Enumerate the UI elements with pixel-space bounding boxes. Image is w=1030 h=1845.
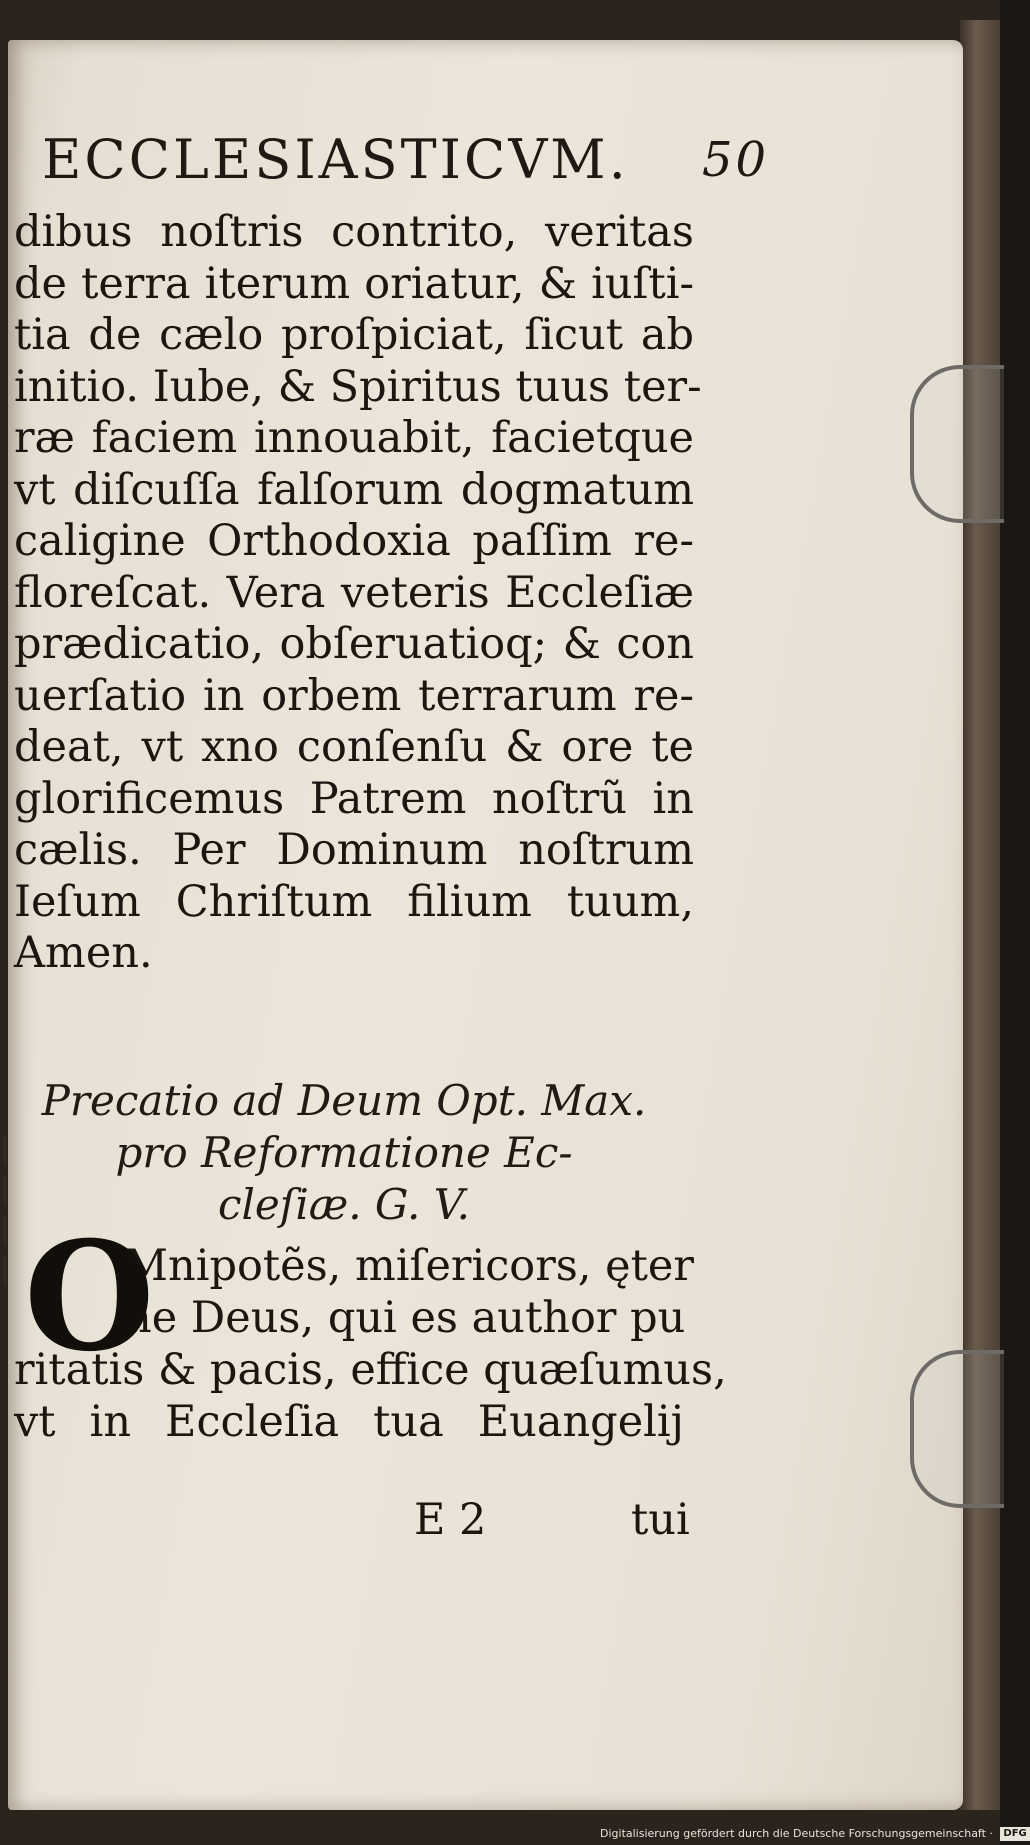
text-line: cælis. Per Dominum noſtrum: [14, 825, 694, 875]
prayer-line: Mnipotẽs, miſericors, ęter: [124, 1241, 694, 1291]
digitization-credit: [600, 1824, 1027, 1844]
page-clip-top: [910, 365, 1004, 523]
prayer-line: ritatis & pacis, effice quæſumus,: [14, 1345, 727, 1395]
text-line: Amen.: [14, 928, 153, 978]
prayer-text: [14, 1209, 727, 1448]
heading-line: Precatio ad Deum Opt. Max.: [41, 1076, 647, 1125]
text-line: vt diſcuſſa falſorum dogmatum: [14, 464, 694, 515]
running-title: ECCLESIASTICVM.: [42, 128, 629, 191]
credit-text: Digitalisierung gefördert durch die Deutsche Forschungsgemeinschaft ·: [600, 1827, 993, 1840]
text-line: dibus noſtris contrito, veritas: [14, 207, 694, 257]
text-line: uerſatio in orbem terrarum re-: [14, 670, 694, 721]
drop-capital: O: [24, 1209, 155, 1385]
prayer-heading: [14, 1075, 674, 1231]
book-edge: [960, 20, 1000, 1810]
catchword: tui: [631, 1495, 690, 1545]
page-clip-bottom: [910, 1350, 1004, 1508]
signature-mark: E 2: [414, 1495, 487, 1545]
prayer-line: ne Deus, qui es author pu: [124, 1293, 686, 1343]
text-line: floreſcat. Vera veteris Eccleſiæ: [14, 567, 694, 618]
body-text: [14, 207, 702, 980]
running-header: [42, 128, 770, 191]
dfg-logo: DFG: [1000, 1827, 1029, 1841]
facing-page-gutter: | | | |: [0, 1132, 11, 1287]
text-line: deat, vt xno conſenſu & ore te: [14, 722, 694, 772]
text-line: Ieſum Chriſtum filium tuum,: [14, 876, 694, 927]
text-line: ræ faciem innouabit, facietque: [14, 413, 694, 463]
prayer-line: vt in Eccleſia tua Euangelij: [14, 1397, 684, 1447]
page-number: 50: [702, 132, 770, 188]
heading-line: pro Reformatione Ec-: [115, 1128, 573, 1177]
heading-line: cleſiæ. G. V.: [217, 1180, 471, 1229]
text-line: tia de cælo proſpiciat, ſicut ab: [14, 310, 694, 360]
text-line: glorificemus Patrem noſtrũ in: [14, 773, 694, 824]
text-line: de terra iterum oriatur, & iuſti-: [14, 258, 694, 309]
text-line: caligine Orthodoxia paſſim re-: [14, 516, 694, 566]
text-line: prædicatio, obſeruatioq; & con: [14, 619, 694, 669]
text-line: initio. Iube, & Spiritus tuus ter-: [14, 361, 702, 412]
